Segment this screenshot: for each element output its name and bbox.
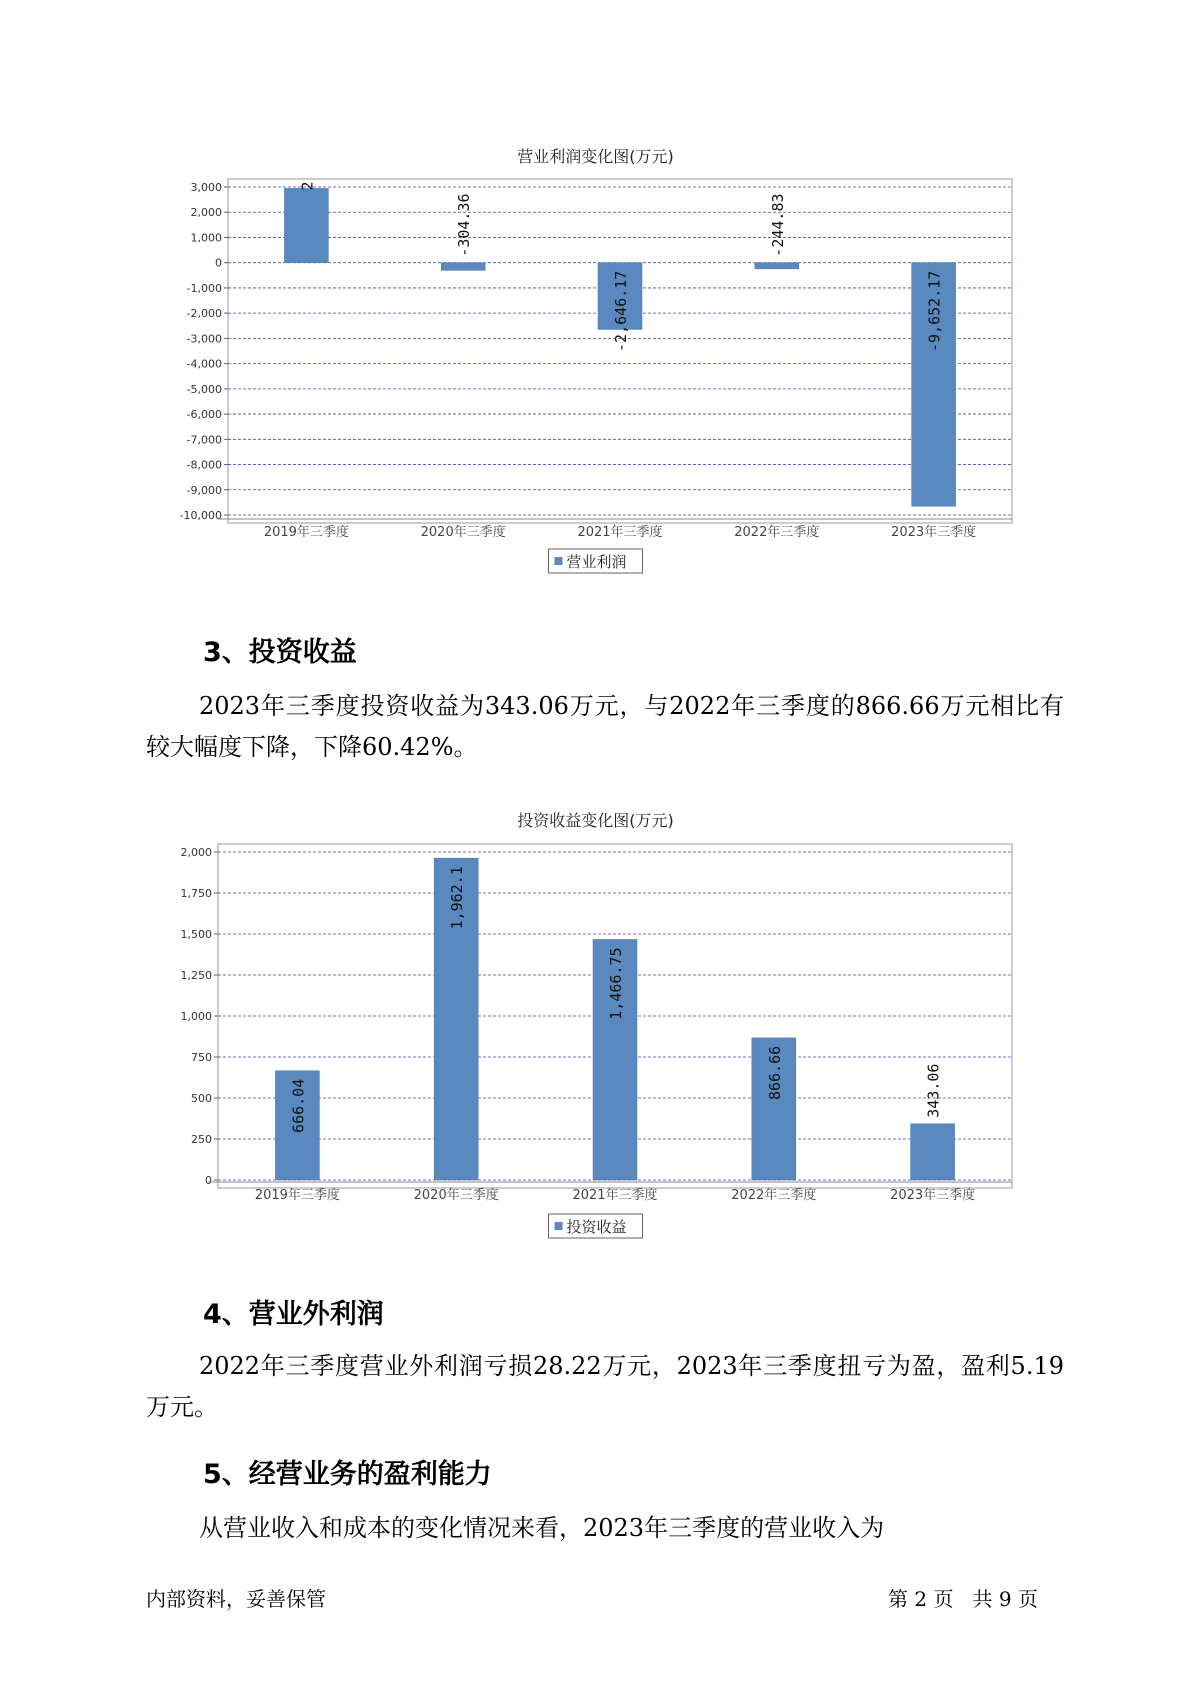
y-tick-label: 1,750 (180, 887, 212, 900)
legend-swatch (555, 1222, 563, 1230)
profit-chart (0, 165, 1191, 605)
bar-value-label: 2 (298, 181, 317, 191)
investment-chart-title: 投资收益变化图(万元) (517, 811, 674, 830)
bar-value-label: -244.83 (768, 193, 787, 257)
bar (284, 188, 328, 262)
bar-value-label: 1,962.1 (448, 866, 467, 930)
legend (549, 1214, 643, 1238)
legend-label: 营业利润 (566, 553, 627, 571)
y-tick-label: 3,000 (190, 181, 222, 194)
bar (755, 263, 799, 269)
x-tick-label: 2021年三季度 (572, 1188, 658, 1203)
y-tick-label: 2,000 (190, 206, 222, 220)
bar-value-label: -2,646.17 (612, 270, 630, 352)
x-tick-label: 2020年三季度 (420, 525, 506, 540)
section-5-heading: 5、经营业务的盈利能力 (203, 1459, 492, 1490)
bar-value-label: 866.66 (765, 1045, 784, 1101)
y-tick-label: -6,000 (186, 408, 222, 422)
footer-page-number: 第 2 页 共 9 页 (888, 1587, 1038, 1611)
bar-value-label: 1,466.75 (607, 947, 625, 1020)
section-4-text: 2022年三季度营业外利润亏损28.22万元，2023年三季度扭亏为盈，盈利5.19万元。 (146, 1352, 1064, 1421)
bar (441, 263, 485, 271)
bar-value-label: 343.06 (924, 1063, 943, 1118)
y-tick-label: 1,250 (180, 969, 212, 982)
y-tick-label: -1,000 (186, 281, 222, 295)
x-tick-label: 2021年三季度 (577, 525, 663, 540)
x-tick-label: 2022年三季度 (734, 525, 820, 540)
y-tick-label: 0 (215, 256, 222, 270)
x-tick-label: 2019年三季度 (254, 1188, 340, 1203)
legend-label: 投资收益 (566, 1218, 627, 1236)
x-tick-label: 2023年三季度 (890, 1188, 976, 1203)
y-tick-label: -10,000 (179, 509, 222, 522)
section-3-text: 2023年三季度投资收益为343.06万元，与2022年三季度的866.66万元相比有较大幅度下降，下降60.42%。 (146, 692, 1064, 761)
legend (549, 549, 643, 573)
bar-value-label: 666.04 (289, 1078, 308, 1133)
x-tick-label: 2023年三季度 (891, 525, 977, 540)
x-tick-label: 2020年三季度 (413, 1188, 499, 1203)
footer-confidential: 内部资料，妥善保管 (146, 1587, 326, 1611)
section-4-heading: 4、营业外利润 (203, 1299, 384, 1330)
y-tick-label: 500 (191, 1092, 212, 1105)
y-tick-label: -3,000 (186, 332, 222, 346)
section-3-heading: 3、投资收益 (203, 637, 357, 668)
y-tick-label: 0 (205, 1174, 212, 1187)
y-tick-label: -9,000 (186, 483, 222, 497)
x-tick-label: 2019年三季度 (263, 525, 349, 540)
y-tick-label: 1,000 (180, 1010, 212, 1023)
y-tick-label: 750 (191, 1051, 212, 1064)
y-tick-label: 2,000 (180, 846, 212, 859)
y-tick-label: -4,000 (186, 357, 222, 371)
bar-value-label: -9,652.17 (925, 270, 944, 352)
investment-chart (0, 830, 1191, 1260)
y-tick-label: 1,000 (190, 231, 222, 245)
x-tick-label: 2022年三季度 (731, 1188, 817, 1203)
legend-swatch (555, 557, 563, 565)
section-5-text: 从营业收入和成本的变化情况来看，2023年三季度的营业收入为 (199, 1514, 885, 1542)
y-tick-label: -5,000 (186, 382, 222, 396)
y-tick-label: -8,000 (186, 458, 222, 472)
y-tick-label: 1,500 (180, 928, 212, 941)
bar-value-label: -304.36 (455, 193, 474, 257)
y-tick-label: -2,000 (186, 307, 222, 321)
y-tick-label: -7,000 (186, 433, 222, 447)
profit-chart-title: 营业利润变化图(万元) (517, 147, 674, 166)
bar (911, 1124, 955, 1180)
y-tick-label: 250 (191, 1133, 212, 1146)
